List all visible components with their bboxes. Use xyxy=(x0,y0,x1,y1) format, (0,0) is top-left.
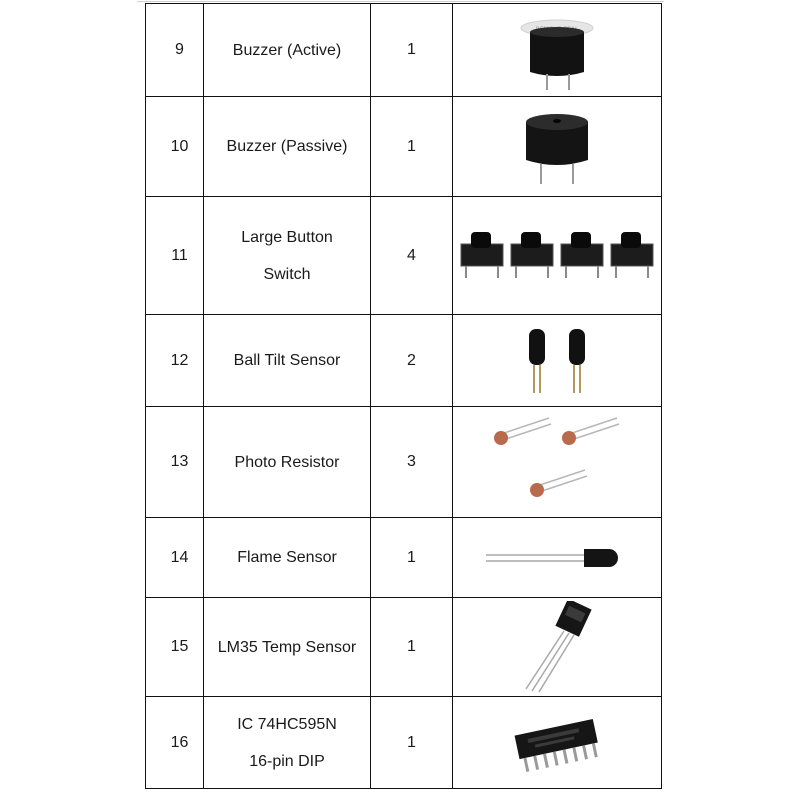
item-number: 13 xyxy=(146,407,204,518)
table-row xyxy=(146,197,662,315)
table-row xyxy=(146,315,662,407)
item-quantity: 1 xyxy=(371,97,453,197)
item-name xyxy=(204,4,371,97)
item-name xyxy=(204,97,371,197)
item-image-cell xyxy=(453,518,662,598)
table-row xyxy=(146,4,662,97)
item-name xyxy=(204,197,371,315)
item-name-line: IC 74HC595N xyxy=(237,715,337,733)
table-row xyxy=(146,697,662,789)
item-number: 12 xyxy=(146,315,204,407)
item-name-line: 16-pin DIP xyxy=(249,752,325,770)
item-name-line: Buzzer (Passive) xyxy=(226,138,348,155)
table-row xyxy=(146,598,662,697)
item-image-cell xyxy=(453,197,662,315)
item-quantity: 4 xyxy=(371,197,453,315)
table-row xyxy=(146,518,662,598)
item-image-cell xyxy=(453,697,662,789)
item-image-cell xyxy=(453,598,662,697)
item-name-line: Photo Resistor xyxy=(234,453,340,471)
item-name-line: Flame Sensor xyxy=(237,549,337,566)
tilt-sensors-image xyxy=(517,323,597,399)
button-switches-image xyxy=(457,226,657,286)
item-quantity: 3 xyxy=(371,407,453,518)
flame-sensor-image xyxy=(482,543,632,573)
ic-dip16-image xyxy=(509,707,605,779)
item-image-cell xyxy=(453,315,662,407)
item-quantity: 2 xyxy=(371,315,453,407)
item-name-line: Large Button xyxy=(241,228,333,246)
item-name xyxy=(204,598,371,697)
item-name-line: Buzzer (Active) xyxy=(232,41,342,59)
item-image-cell xyxy=(453,97,662,197)
item-name xyxy=(204,697,371,789)
item-number: 16 xyxy=(146,697,204,789)
item-quantity: 1 xyxy=(371,518,453,598)
item-name-line: Ball Tilt Sensor xyxy=(233,352,341,369)
lm35-sensor-image xyxy=(512,601,602,693)
item-number: 10 xyxy=(146,97,204,197)
item-image-cell xyxy=(453,4,662,97)
item-number: 9 xyxy=(146,4,204,97)
top-rule xyxy=(137,1,664,2)
item-name-line: Switch xyxy=(263,265,311,283)
item-name xyxy=(204,315,371,407)
active-buzzer-image xyxy=(512,8,602,92)
parts-table xyxy=(145,3,662,789)
item-name-line: LM35 Temp Sensor xyxy=(217,638,357,656)
item-number: 11 xyxy=(146,197,204,315)
item-image-cell xyxy=(453,407,662,518)
item-name xyxy=(204,518,371,598)
item-number: 14 xyxy=(146,518,204,598)
table-row xyxy=(146,97,662,197)
passive-buzzer-image xyxy=(512,104,602,190)
item-quantity: 1 xyxy=(371,598,453,697)
photo-resistors-image xyxy=(487,414,627,510)
table-row xyxy=(146,407,662,518)
item-name xyxy=(204,407,371,518)
item-number: 15 xyxy=(146,598,204,697)
item-quantity: 1 xyxy=(371,697,453,789)
item-quantity: 1 xyxy=(371,4,453,97)
